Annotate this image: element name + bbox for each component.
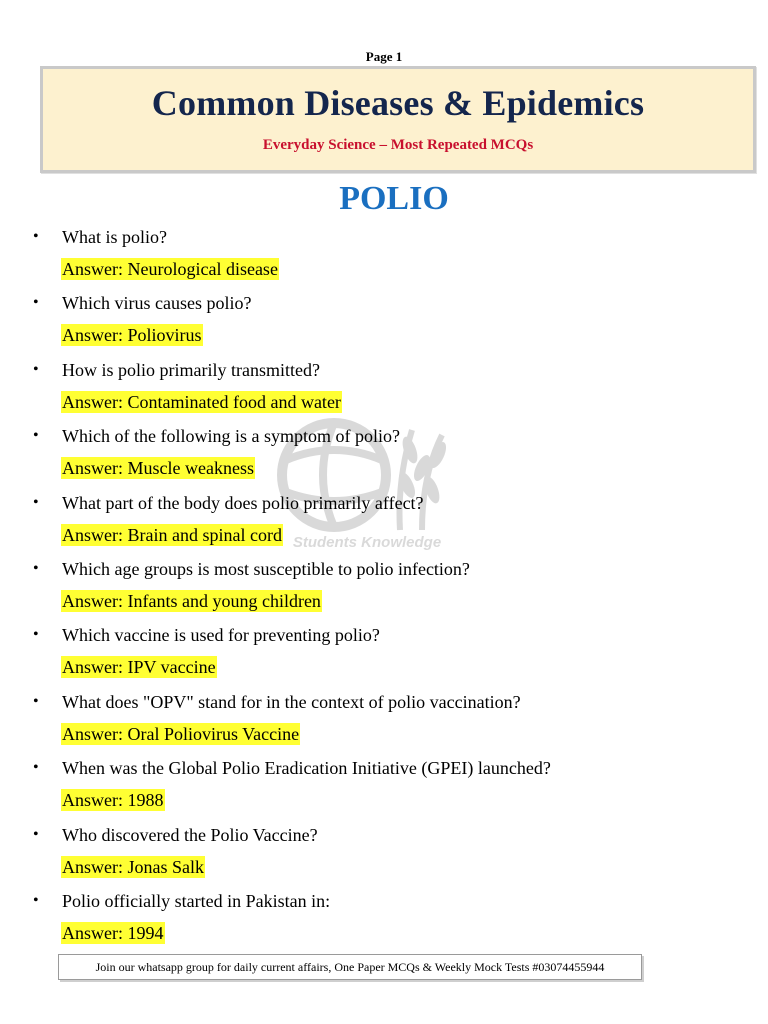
- list-item: [33, 555, 733, 621]
- answer-text: Answer: Jonas Salk: [62, 856, 204, 877]
- question-text: Polio officially started in Pakistan in:: [62, 890, 331, 911]
- bullet-icon: •: [33, 294, 39, 312]
- answer-text: Answer: Infants and young children: [62, 590, 321, 611]
- answer-text: Answer: Brain and spinal cord: [62, 524, 282, 545]
- question-text: Who discovered the Polio Vaccine?: [62, 824, 318, 845]
- answer-text: Answer: Oral Poliovirus Vaccine: [62, 723, 300, 744]
- answer-text: Answer: 1988: [62, 790, 164, 811]
- question-text: What part of the body does polio primarily affect?: [62, 492, 424, 513]
- list-item: [33, 887, 733, 953]
- question-text: Which of the following is a symptom of polio?: [62, 426, 400, 447]
- section-title: POLIO: [339, 180, 449, 217]
- question-text: How is polio primarily transmitted?: [62, 359, 320, 380]
- bullet-icon: •: [33, 626, 39, 644]
- answer-text: Answer: IPV vaccine: [62, 657, 216, 678]
- answer-text: Answer: Neurological disease: [62, 259, 278, 279]
- list-item: [33, 223, 733, 289]
- question-text: When was the Global Polio Eradication Initiative (GPEI) launched?: [62, 758, 551, 779]
- answer-text: Answer: Poliovirus: [62, 325, 202, 346]
- watermark-text: Students Knowledge: [292, 534, 442, 551]
- answer-text: Answer: Muscle weakness: [62, 458, 254, 479]
- qa-list: [33, 223, 733, 953]
- list-item: [33, 489, 733, 555]
- bullet-icon: •: [33, 825, 39, 843]
- list-item: [33, 422, 733, 488]
- answer-text: Answer: Contaminated food and water: [62, 391, 341, 412]
- bullet-icon: •: [33, 692, 39, 710]
- bullet-icon: •: [33, 759, 39, 777]
- bullet-icon: •: [33, 891, 39, 909]
- question-text: What does "OPV" stand for in the context of polio vaccination?: [62, 691, 521, 712]
- list-item: [33, 688, 733, 754]
- bullet-icon: •: [33, 493, 39, 511]
- document-title: Common Diseases & Epidemics: [151, 83, 645, 123]
- header-box: [40, 66, 756, 173]
- page-label: Page 1: [365, 49, 403, 64]
- list-item: [33, 289, 733, 355]
- question-text: What is polio?: [62, 227, 167, 247]
- bullet-icon: •: [33, 360, 39, 378]
- question-text: Which virus causes polio?: [62, 293, 252, 314]
- bullet-icon: •: [33, 228, 39, 245]
- list-item: [33, 821, 733, 887]
- list-item: [33, 356, 733, 422]
- list-item: [33, 621, 733, 687]
- bullet-icon: •: [33, 427, 39, 445]
- footer-note: Join our whatsapp group for daily current affairs, One Paper MCQs & Weekly Mock Tests #03074455944: [58, 954, 642, 980]
- question-text: Which vaccine is used for preventing polio?: [62, 625, 380, 646]
- document-subtitle: Everyday Science – Most Repeated MCQs: [262, 137, 534, 153]
- answer-text: Answer: 1994: [62, 922, 164, 943]
- list-item: [33, 754, 733, 820]
- question-text: Which age groups is most susceptible to polio infection?: [62, 558, 470, 579]
- bullet-icon: •: [33, 559, 39, 577]
